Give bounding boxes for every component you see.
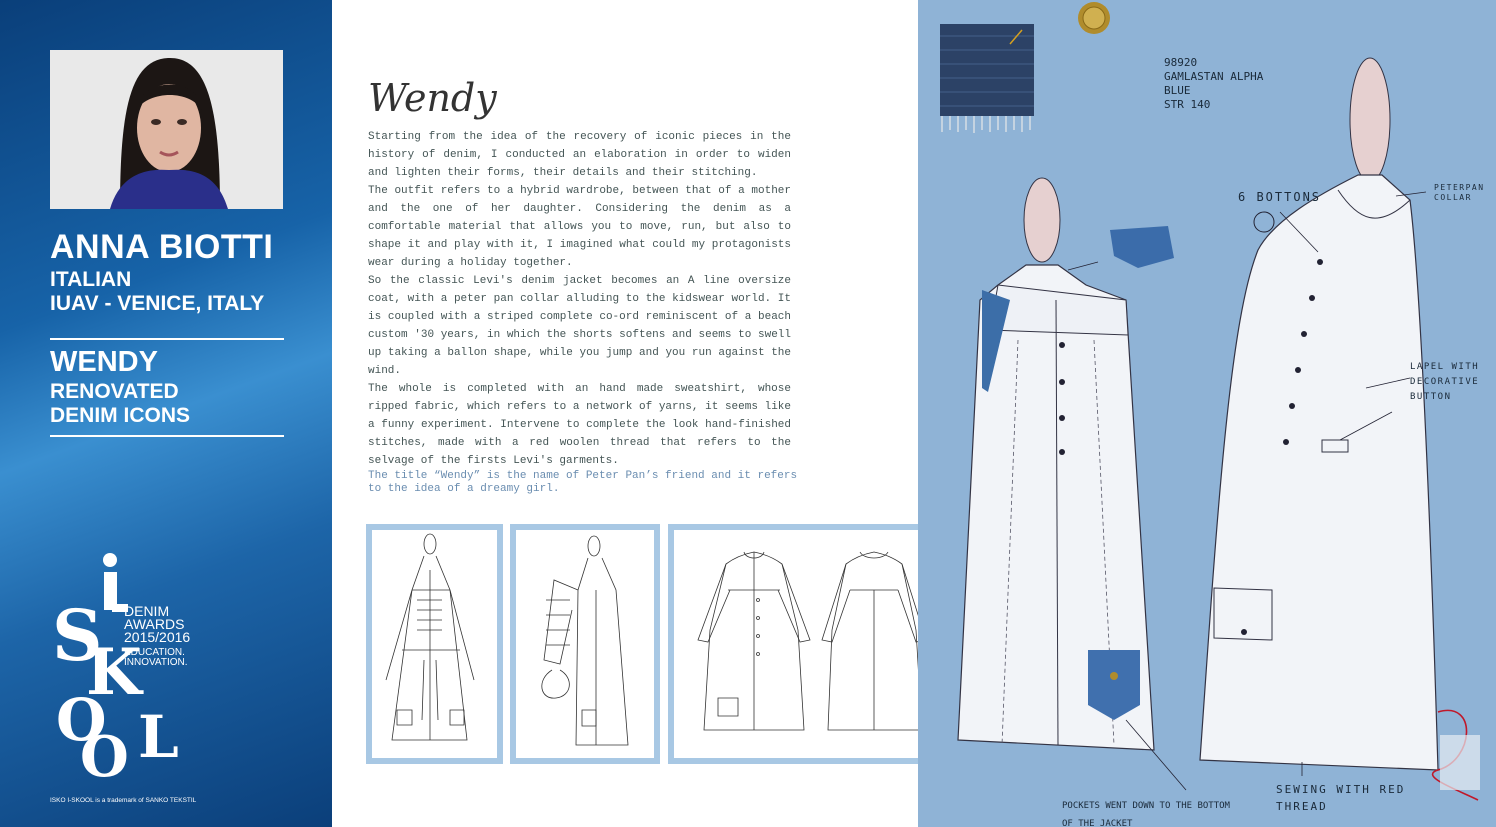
button-symbol-icon <box>1254 212 1274 232</box>
project-title: WENDY <box>50 346 158 378</box>
designer-school: IUAV - VENICE, ITALY <box>50 292 265 315</box>
article-paragraph: So the classic Levi's denim jacket becomes an A line oversize coat, with a peter pan collar alluding to the kidswear world. It is coupled with a striped complete co-ord reminiscent of a beach custom '30 years, in which the shorts softens and seems to swell up taking a ballon shape, while you jump and you run against the wind. <box>368 275 791 377</box>
collar-swatch <box>1110 226 1174 268</box>
pockets-note-line2: OF THE JACKET <box>1062 819 1133 827</box>
award-line4: EDUCATION. <box>124 647 185 658</box>
article-paragraph: The outfit refers to a hybrid wardrobe, between that of a mother and the one of her daughter. Considering the denim as a comfortable material that allows you to move, run, but also to shape it and play with it, I imagined what could my protagonists wear during a holiday together. <box>368 185 791 269</box>
lapel-note <box>1410 360 1479 405</box>
svg-text:S: S <box>52 594 103 677</box>
metal-button <box>1078 2 1110 34</box>
pockets-note <box>1062 797 1230 827</box>
designer-portrait <box>50 50 283 209</box>
pockets-note-line1: POCKETS WENT DOWN TO THE BOTTOM <box>1062 801 1230 811</box>
project-subtitle-line1: RENOVATED <box>50 380 179 403</box>
moodboard-panel <box>918 0 1496 827</box>
designer-name: ANNA BIOTTI <box>50 228 274 266</box>
fabric-code: 98920 <box>1164 56 1198 69</box>
fabric-color: BLUE <box>1164 84 1191 97</box>
award-line3: 2015/2016 <box>124 629 191 645</box>
buttons-note: 6 BOTTONS <box>1238 190 1322 204</box>
project-subtitle-line2: DENIM ICONS <box>50 404 191 427</box>
sewing-note-line1: SEWING WITH RED <box>1276 783 1406 796</box>
project-subtitle <box>50 380 190 428</box>
divider <box>50 338 284 340</box>
collar-note-line2: COLLAR <box>1434 193 1472 202</box>
collar-note-line1: PETERPAN <box>1434 183 1485 192</box>
sewing-note <box>1276 781 1405 815</box>
svg-text:L: L <box>138 703 179 771</box>
svg-text:O: O <box>80 724 129 782</box>
fabric-stretch: STR 140 <box>1164 98 1211 111</box>
tape-piece <box>1440 735 1480 790</box>
sketch-thumbnail-front <box>366 524 503 764</box>
lapel-note-line2: DECORATIVE <box>1410 377 1480 387</box>
award-line2: AWARDS <box>124 616 185 632</box>
svg-text:K: K <box>86 635 142 710</box>
article-body <box>368 128 791 470</box>
trademark-note: ISKO I-SKOOL is a trademark of SANKO TEKSTIL <box>50 797 197 804</box>
designer-info <box>50 268 264 316</box>
technical-flat-drawing <box>668 524 958 764</box>
collar-note <box>1434 183 1485 203</box>
moodboard-illustration <box>918 0 1496 827</box>
sewing-note-line2: THREAD <box>1276 800 1328 813</box>
sketch-thumbnail-side <box>510 524 660 764</box>
fabric-swatch <box>940 24 1034 133</box>
article-paragraph: The whole is completed with an hand made sweatshirt, whose ripped fabric, which refers to a network of yarns, it seems like a funny experiment. Intervene to complete the look hand-finished stitches, made with a red woolen thread that refers to the selvage of the firsts Levi's garments. <box>368 383 791 467</box>
award-line1: DENIM <box>124 603 170 619</box>
fabric-name: GAMLASTAN ALPHA <box>1164 70 1264 83</box>
award-text <box>124 605 190 668</box>
svg-text:O: O <box>56 686 107 754</box>
designer-nationality: ITALIAN <box>50 268 132 291</box>
lapel-note-line1: LAPEL WITH <box>1410 362 1480 372</box>
award-line5: INNOVATION. <box>124 657 188 668</box>
lapel-note-line3: BUTTON <box>1410 392 1452 402</box>
fabric-spec <box>1164 56 1263 112</box>
divider <box>50 435 284 437</box>
article-title: Wendy <box>368 76 497 120</box>
article-paragraph: Starting from the idea of the recovery of iconic pieces in the history of denim, I conducted an elaboration in order to widen and lighten their forms, their details and their stitching. <box>368 131 791 179</box>
designer-sidebar <box>0 0 332 827</box>
article-footnote: The title “Wendy” is the name of Peter Pan’s friend and it refers to the idea of a dreamy girl. <box>368 470 798 495</box>
